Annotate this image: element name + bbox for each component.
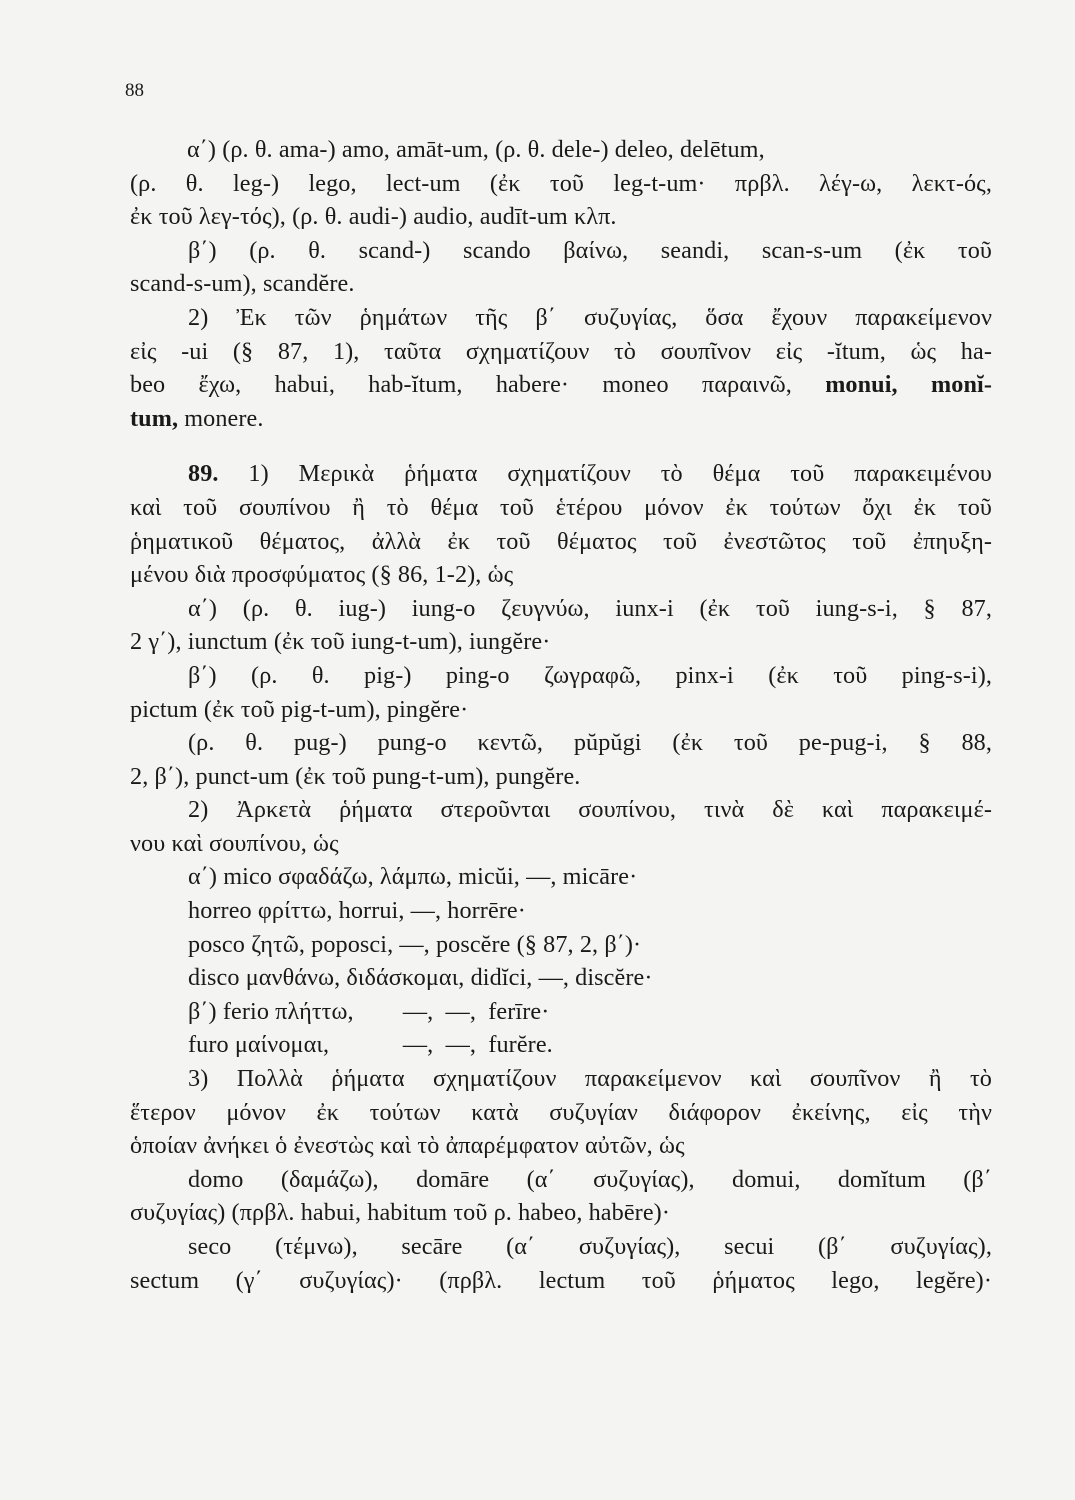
text-line: ἐκ τοῦ λεγ-τός), (ρ. θ. audi-) audio, audīt-um κλπ. <box>130 203 617 231</box>
text-line: β΄) (ρ. θ. scand-) scando βαίνω, seandi, scan-s-um (ἐκ τοῦ <box>188 236 992 264</box>
page-number: 88 <box>125 80 144 101</box>
text-line: ἕτερον μόνον ἐκ τούτων κατὰ συζυγίαν διάφορον ἐκείνης, εἰς τὴν <box>130 1098 992 1126</box>
text-line: β΄) ferio πλήττω, —, —, ferīre· <box>188 997 550 1025</box>
text-line: (ρ. θ. leg-) lego, lect-um (ἐκ τοῦ leg-t-um· πρβλ. λέγ-ω, λεκτ-ός, <box>130 169 992 197</box>
text-line: (ρ. θ. pug-) pung-o κεντῶ, pŭpŭgi (ἐκ τοῦ pe-pug-i, § 88, <box>188 729 992 757</box>
text-line: α΄) (ρ. θ. iug-) iung-o ζευγνύω, iunx-i (ἐκ τοῦ iung-s-i, § 87, <box>188 594 992 622</box>
text-line: disco μανθάνω, διδάσκομαι, didĭci, —, discĕre· <box>188 964 653 992</box>
text-line: α΄) (ρ. θ. ama-) amo, amāt-um, (ρ. θ. dele-) deleo, delētum, <box>187 136 765 163</box>
text-line: καὶ τοῦ σουπίνου ἢ τὸ θέμα τοῦ ἑτέρου μόνον ἐκ τούτων ὄχι ἐκ τοῦ <box>130 493 992 521</box>
text-line: συζυγίας) (πρβλ. habui, habitum τοῦ ρ. habeo, habēre)· <box>130 1199 670 1227</box>
text-line: ῥηματικοῦ θέματος, ἀλλὰ ἐκ τοῦ θέματος τοῦ ἐνεστῶτος τοῦ ἐπηυξη- <box>130 527 992 555</box>
text-line: pictum (ἐκ τοῦ pig-t-um), pingĕre· <box>130 695 469 723</box>
text-line: μένου διὰ προσφύματος (§ 86, 1-2), ὡς <box>130 561 514 589</box>
text-line: 89. 1) Μερικὰ ῥήματα σχηματίζουν τὸ θέμα τοῦ παρακειμένου <box>188 460 992 488</box>
text-line: beo ἔχω, habui, hab-ĭtum, habere· moneo παραινῶ, monui, monĭ- <box>130 371 992 399</box>
text-line: 3) Πολλὰ ῥήματα σχηματίζουν παρακείμενον καὶ σουπῖνον ἢ τὸ <box>188 1065 992 1093</box>
text-line: β΄) (ρ. θ. pig-) ping-o ζωγραφῶ, pinx-i (ἐκ τοῦ ping-s-i), <box>188 661 992 689</box>
body-text <box>130 133 992 1297</box>
text-line: εἰς -ui (§ 87, 1), ταῦτα σχηματίζουν τὸ σουπῖνον εἰς -ĭtum, ὡς ha- <box>130 337 992 365</box>
text-line: α΄) mico σφαδάζω, λάμπω, micŭi, —, micāre· <box>188 863 638 891</box>
text-line: tum, monere. <box>130 404 264 432</box>
text-line: νου καὶ σουπίνου, ὡς <box>130 829 339 857</box>
text-line: 2, β΄), punct-um (ἐκ τοῦ pung-t-um), pungĕre. <box>130 762 581 790</box>
text-line: domo (δαμάζω), domāre (α΄ συζυγίας), domui, domĭtum (β΄ <box>188 1165 992 1193</box>
text-line: furo μαίνομαι, —, —, furĕre. <box>188 1031 553 1059</box>
text-line: sectum (γ΄ συζυγίας)· (πρβλ. lectum τοῦ ῥήματος lego, legĕre)· <box>130 1266 992 1294</box>
text-line: seco (τέμνω), secāre (α΄ συζυγίας), secui (β΄ συζυγίας), <box>188 1233 992 1260</box>
text-line: horreo φρίττω, horrui, —, horrēre· <box>188 897 526 925</box>
text-line: posco ζητῶ, poposci, —, poscĕre (§ 87, 2, β΄)· <box>188 930 642 958</box>
text-line: 2 γ΄), iunctum (ἐκ τοῦ iung-t-um), iungĕre· <box>130 628 551 656</box>
text-line: 2) Ἀρκετὰ ῥήματα στεροῦνται σουπίνου, τινὰ δὲ καὶ παρακειμέ- <box>188 796 992 824</box>
text-line: ὁποίαν ἀνήκει ὁ ἐνεστὼς καὶ τὸ ἀπαρέμφατον αὐτῶν, ὡς <box>130 1132 685 1160</box>
text-line: scand-s-um), scandĕre. <box>130 270 355 298</box>
text-line: 2) Ἐκ τῶν ῥημάτων τῆς β΄ συζυγίας, ὅσα ἔχουν παρακείμενον <box>188 303 992 331</box>
